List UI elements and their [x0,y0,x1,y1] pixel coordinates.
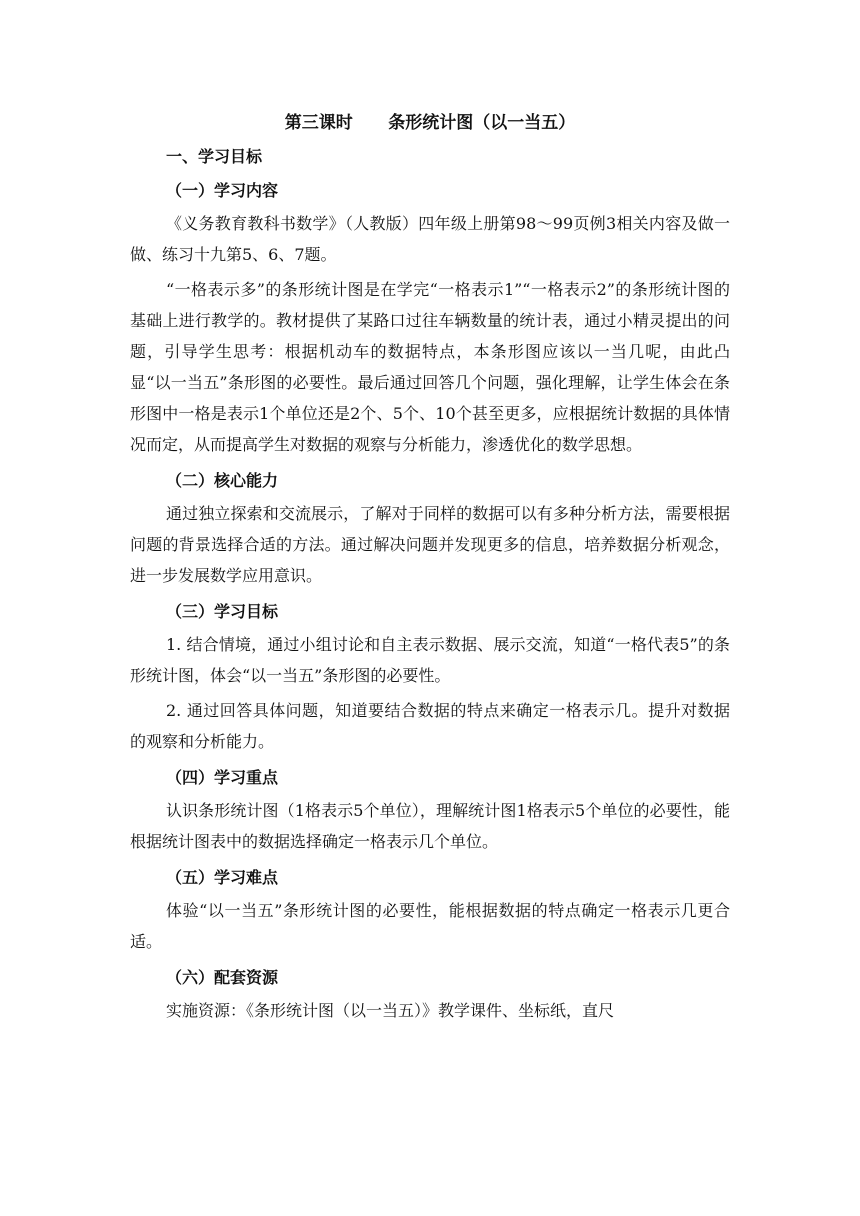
page-title: 第三课时 条形统计图（以一当五） [284,113,576,133]
paragraph-key-points: 认识条形统计图（1格表示5个单位），理解统计图1格表示5个单位的必要性，能根据统计图表中的数据选择确定一格表示几个单位。 [130,801,730,851]
document-body [130,140,730,1030]
subsection-heading-learning-objectives: （三）学习目标 [166,602,279,621]
paragraph-resources: 实施资源：《条形统计图（以一当五）》教学课件、坐标纸，直尺 [166,1001,615,1020]
paragraph-difficulties: 体验“以一当五”条形统计图的必要性，能根据数据的特点确定一格表示几更合适。 [130,901,730,951]
paragraph-teaching-description: “一格表示多”的条形统计图是在学完“一格表示1”“一格表示2”的条形统计图的基础上进行教学的。教材提供了某路口过往车辆数量的统计表，通过小精灵提出的问题，引导学生思考：根据机动车的数据特点，本条形图应该以一当几呢，由此凸显“以一当五”条形图的必要性。最后通过回答几个问题，强化理解，让学生体会在条形图中一格是表示1个单位还是2个、5个、10个甚至更多，应根据统计数据的具体情况而定，从而提高学生对数据的观察与分析能力，渗透优化的数学思想。 [130,280,730,454]
paragraph-learning-content: 《义务教育教科书数学》（人教版）四年级上册第98～99页例3相关内容及做一做、练习十九第5、6、7题。 [130,214,730,264]
paragraph-core-ability: 通过独立探索和交流展示，了解对于同样的数据可以有多种分析方法，需要根据问题的背景选择合适的方法。通过解决问题并发现更多的信息，培养数据分析观念，进一步发展数学应用意识。 [130,504,730,585]
subsection-heading-resources: （六）配套资源 [166,968,279,987]
subsection-heading-learning-content: （一）学习内容 [166,181,279,200]
paragraph-objective-1: 1. 结合情境，通过小组讨论和自主表示数据、展示交流，知道“一格代表5”的条形统计图，体会“以一当五”条形图的必要性。 [130,635,730,685]
subsection-heading-core-ability: （二）核心能力 [166,471,279,490]
paragraph-objective-2: 2. 通过回答具体问题，知道要结合数据的特点来确定一格表示几。提升对数据的观察和分析能力。 [130,701,730,751]
subsection-heading-difficulties: （五）学习难点 [166,868,279,887]
section-heading-learning-goals: 一、学习目标 [166,147,263,166]
subsection-heading-key-points: （四）学习重点 [166,768,279,787]
